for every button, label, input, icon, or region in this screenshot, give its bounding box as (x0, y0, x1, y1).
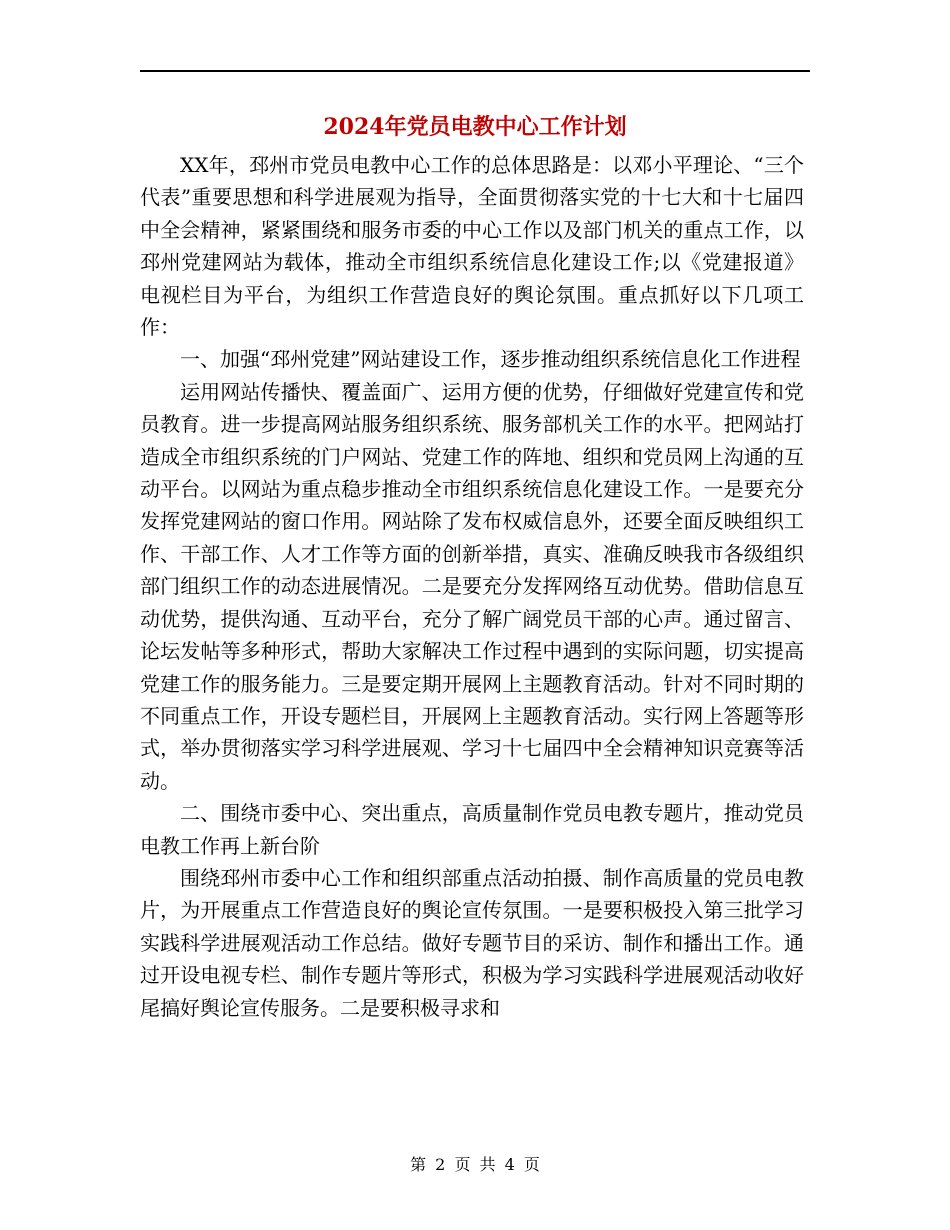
section-two-heading: 二、围绕市委中心、突出重点，高质量制作党员电教专题片，推动党员电教工作再上新台阶 (140, 801, 804, 858)
section-one-heading: 一、加强“邳州党建”网站建设工作，逐步推动组织系统信息化工作进程 (180, 347, 801, 372)
header-rule (140, 70, 810, 72)
page-number: 第 2 页 共 4 页 (410, 1155, 540, 1174)
section-two-paragraph: 围绕邳州市委中心工作和组织部重点活动拍摄、制作高质量的党员电教片，为开展重点工作营造良好的舆论宣传氛围。一是要积极投入第三批学习实践科学进展观活动工作总结。做好专题节目的采访、制作和播出工作。通过开设电视专栏、制作专题片等形式，积极为学习实践科学进展观活动收好尾搞好舆论宣传服务。二是要积极寻求和 (140, 865, 804, 1020)
document-title: 2024年党员电教中心工作计划 (323, 114, 627, 140)
section-one-paragraph: 运用网站传播快、覆盖面广、运用方便的优势，仔细做好党建宣传和党员教育。进一步提高网站服务组织系统、服务部机关工作的水平。把网站打造成全市组织系统的门户网站、党建工作的阵地、组织和党员网上沟通的互动平台。以网站为重点稳步推动全市组织系统信息化建设工作。一是要充分发挥党建网站的窗口作用。网站除了发布权威信息外，还要全面反映组织工作、干部工作、人才工作等方面的创新举措，真实、准确反映我市各级组织部门组织工作的动态进展情况。二是要充分发挥网络互动优势。借助信息互动优势，提供沟通、互动平台，充分了解广阔党员干部的心声。通过留言、论坛发帖等多种形式，帮助大家解决工作过程中遇到的实际问题，切实提高党建工作的服务能力。三是要定期开展网上主题教育活动。针对不同时期的不同重点工作，开设专题栏目，开展网上主题教育活动。实行网上答题等形式，举办贯彻落实学习科学进展观、学习十七届四中全会精神知识竞赛等活动。 (140, 379, 804, 793)
intro-paragraph: XX年，邳州市党员电教中心工作的总体思路是：以邓小平理论、“三个代表”重要思想和科学进展观为指导，全面贯彻落实党的十七大和十七届四中全会精神，紧紧围绕和服务市委的中心工作以及部门机关的重点工作，以邳州党建网站为载体，推动全市组织系统信息化建设工作;以《党建报道》电视栏目为平台，为组织工作营造良好的舆论氛围。重点抓好以下几项工作： (140, 153, 804, 340)
document-body (140, 149, 804, 1024)
